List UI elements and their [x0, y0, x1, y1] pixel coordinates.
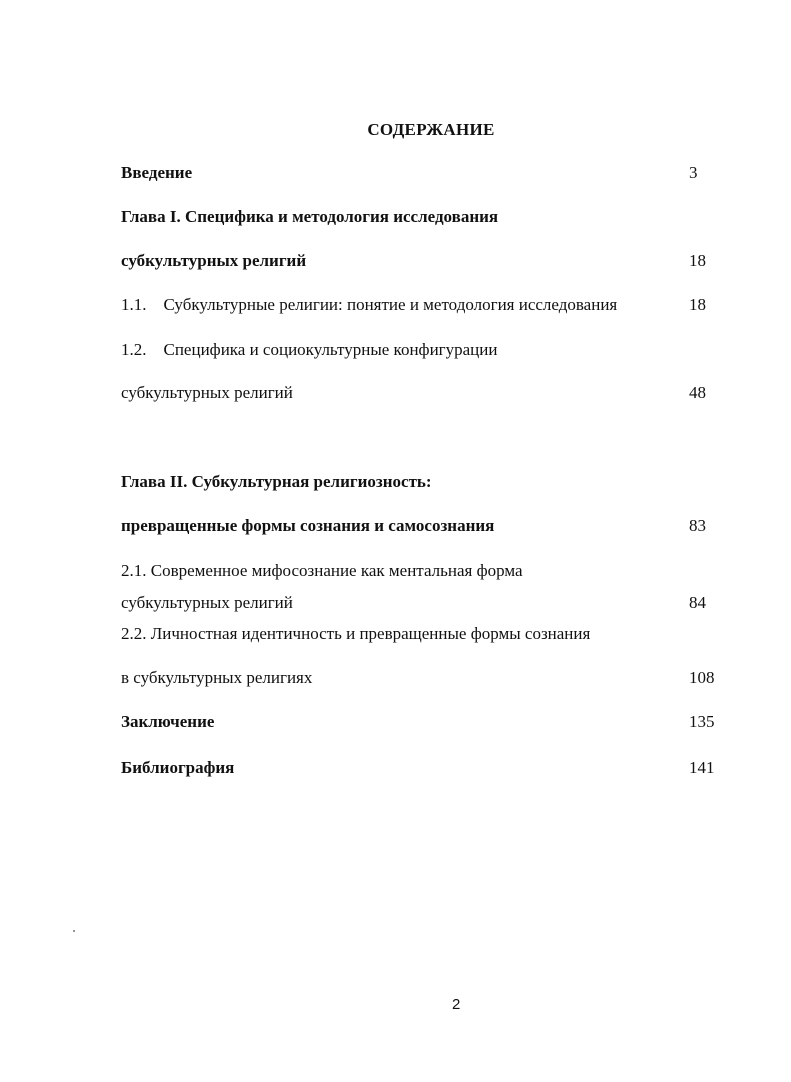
toc-page-number: 141	[689, 758, 715, 777]
toc-page-number: 108	[689, 668, 715, 687]
toc-entry-section-2-1: 2.1. Современное мифосознание как ментальная форма	[121, 561, 523, 580]
toc-entry-section-2-2-cont: в субкультурных религиях	[121, 668, 313, 687]
toc-page-number: 135	[689, 712, 715, 731]
toc-entry-section-1-1: 1.1. Субкультурные религии: понятие и методология исследования	[121, 295, 618, 314]
toc-entry-introduction: Введение	[121, 163, 193, 182]
toc-entry-chapter-1: Глава I. Специфика и методология исследования	[121, 207, 499, 226]
toc-title: СОДЕРЖАНИЕ	[367, 120, 495, 139]
page-number: 2	[452, 996, 461, 1013]
toc-page-number: 3	[689, 163, 698, 182]
toc-entry-section-1-2: 1.2. Специфика и социокультурные конфигурации	[121, 340, 498, 359]
toc-page-number: 83	[689, 516, 706, 535]
toc-entry-bibliography: Библиография	[121, 758, 235, 777]
toc-entry-chapter-2: Глава II. Субкультурная религиозность:	[121, 472, 432, 491]
toc-page-number: 18	[689, 251, 706, 270]
toc-page-number: 48	[689, 383, 706, 402]
scan-speck	[73, 930, 75, 932]
toc-entry-chapter-1-cont: субкультурных религий	[121, 251, 307, 270]
toc-entry-chapter-2-cont: превращенные формы сознания и самосознания	[121, 516, 495, 535]
toc-entry-conclusion: Заключение	[121, 712, 215, 731]
toc-entry-section-2-1-cont: субкультурных религий	[121, 593, 293, 612]
toc-page-number: 84	[689, 593, 706, 612]
toc-page-number: 18	[689, 295, 706, 314]
toc-entry-section-1-2-cont: субкультурных религий	[121, 383, 293, 402]
toc-entry-section-2-2: 2.2. Личностная идентичность и превращенные формы сознания	[121, 624, 591, 643]
